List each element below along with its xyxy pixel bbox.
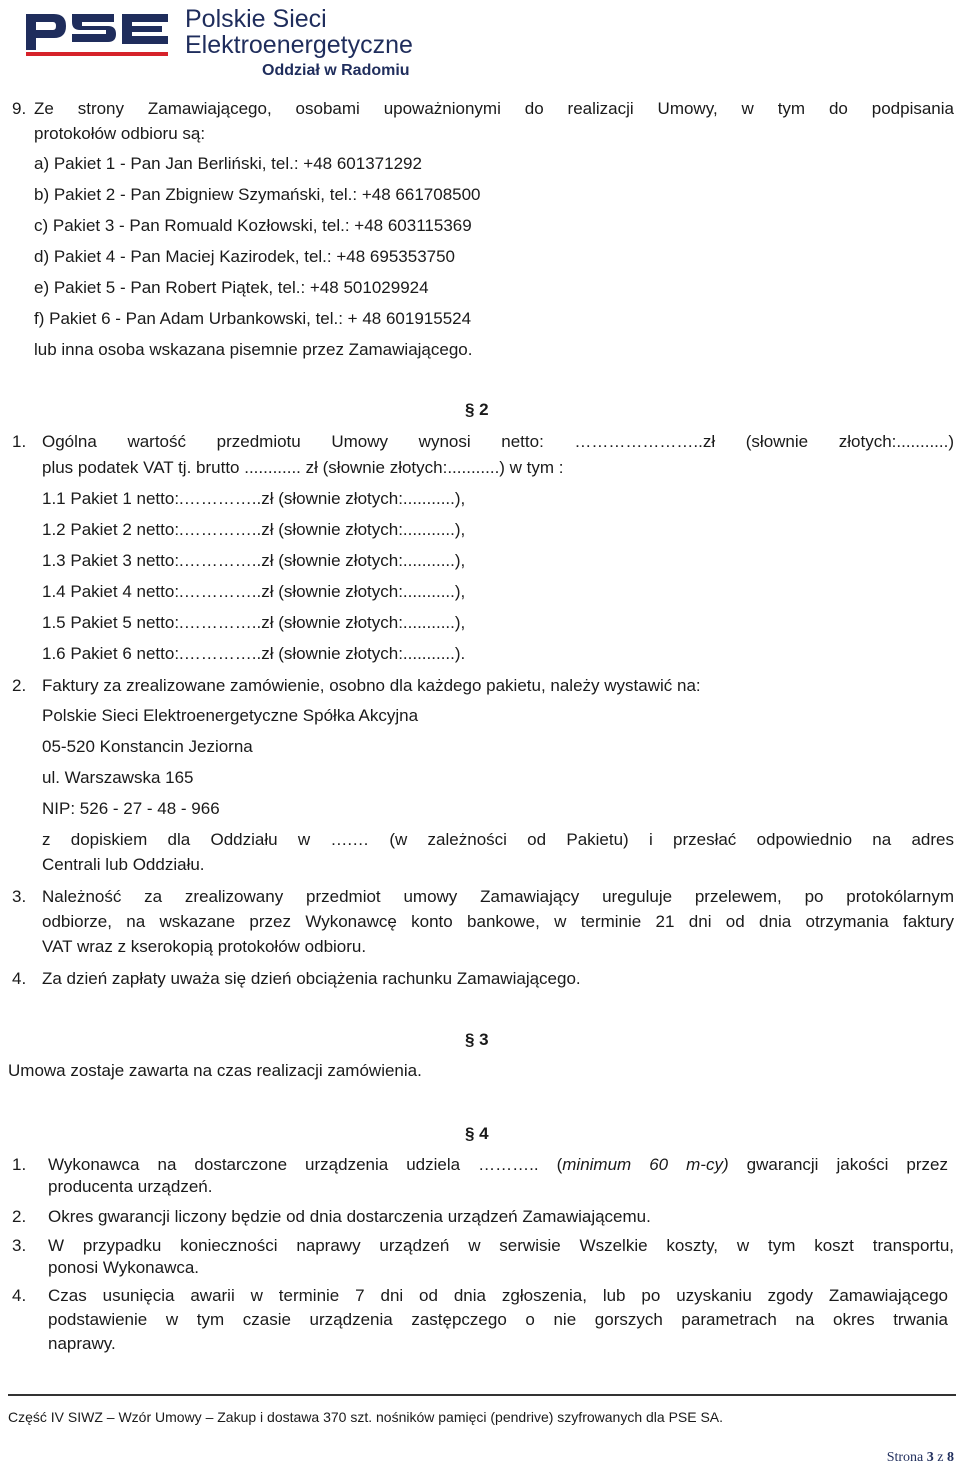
contact-item: f) Pakiet 6 - Pan Adam Urbankowski, tel.: + 48 601915524 xyxy=(34,309,472,328)
page-current: 3 xyxy=(926,1450,934,1465)
package-value-line: 1.1 Pakiet 1 netto:.…………..zł (słownie złotych:...........), xyxy=(42,489,466,508)
s4-point-2-number: 2. xyxy=(12,1207,27,1226)
contact-item: a) Pakiet 1 - Pan Jan Berliński, tel.: +48 601371292 xyxy=(34,154,422,173)
point-9-number: 9. xyxy=(12,99,27,118)
s4-point-4-number: 4. xyxy=(12,1286,27,1305)
package-value-line: 1.5 Pakiet 5 netto:.…………..zł (słownie złotych:...........), xyxy=(42,613,466,632)
contact-item: b) Pakiet 2 - Pan Zbigniew Szymański, tel.: +48 661708500 xyxy=(34,185,481,204)
s2-point-1-line2: plus podatek VAT tj. brutto ............ zł (słownie złotych:...........) w tym : xyxy=(42,458,564,477)
package-value-line: 1.3 Pakiet 3 netto:.…………..zł (słownie złotych:...........), xyxy=(42,551,466,570)
s4-point-1-line1 xyxy=(48,1155,948,1175)
s4-point-3-line1: W przypadku konieczności naprawy urządzeń w serwisie Wszelkie koszty, w tym koszt transportu, xyxy=(48,1236,954,1255)
s2-point-3-line2: odbiorze, na wskazane przez Wykonawcę konto bankowe, w terminie 21 dni od dnia otrzymania faktury xyxy=(42,912,954,931)
invoice-address-line: NIP: 526 - 27 - 48 - 966 xyxy=(42,799,220,818)
invoice-address-line: Polskie Sieci Elektroenergetyczne Spółka Akcyjna xyxy=(42,706,419,725)
contact-item: d) Pakiet 4 - Pan Maciej Kazirodek, tel.: +48 695353750 xyxy=(34,247,456,266)
page-separator: z xyxy=(933,1450,947,1465)
s4-point-1-text-a: Wykonawca na dostarczone urządzenia udziela ……….. ( xyxy=(48,1155,563,1174)
s4-point-4-line1: Czas usunięcia awarii w terminie 7 dni od dnia zgłoszenia, lub po uzyskaniu zgody Zamawiającego xyxy=(48,1286,948,1305)
s2-point-4-number: 4. xyxy=(12,969,27,988)
s2-point-4-text: Za dzień zapłaty uważa się dzień obciążenia rachunku Zamawiającego. xyxy=(42,969,581,988)
s2-point-3-line1: Należność za zrealizowany przedmiot umowy Zamawiający ureguluje przelewem, po protokólarnym xyxy=(42,887,954,906)
invoice-address-line: 05-520 Konstancin Jeziorna xyxy=(42,737,253,756)
section-4-heading: § 4 xyxy=(465,1124,489,1143)
company-name-line2: Elektroenergetyczne xyxy=(185,31,413,59)
s4-point-1-text-b: gwarancji jakości przez xyxy=(728,1155,949,1174)
point-9-line2: protokołów odbioru są: xyxy=(34,124,206,143)
point-9-line1: Ze strony Zamawiającego, osobami upoważnionymi do realizacji Umowy, w tym do podpisania xyxy=(34,99,954,118)
page-prefix: Strona xyxy=(886,1450,927,1465)
s2-point-2-number: 2. xyxy=(12,676,27,695)
s4-point-4-line2: podstawienie w tym czasie urządzenia zastępczego o nie gorszych parametrach na okres trwania xyxy=(48,1310,948,1329)
s2-point-2-cont-line2: Centrali lub Oddziału. xyxy=(42,855,205,874)
branch-name: Oddział w Radomiu xyxy=(262,62,410,79)
s4-point-4-line3: naprawy. xyxy=(48,1334,116,1353)
s4-point-1-italic: minimum 60 m-cy) xyxy=(562,1155,729,1174)
package-value-line: 1.4 Pakiet 4 netto:.…………..zł (słownie złotych:...........), xyxy=(42,582,466,601)
s2-point-1-line1: Ogólna wartość przedmiotu Umowy wynosi netto: …………………..zł (słownie złotych:...........) xyxy=(42,432,954,451)
s4-point-1-number: 1. xyxy=(12,1155,27,1174)
footer-text: Część IV SIWZ – Wzór Umowy – Zakup i dostawa 370 szt. nośników pamięci (pendrive) szyfrowanych dla PSE SA. xyxy=(8,1409,724,1425)
section-3-heading: § 3 xyxy=(465,1030,489,1049)
page-total: 8 xyxy=(947,1450,954,1465)
pse-logo-mark xyxy=(22,6,172,62)
company-name-line1: Polskie Sieci xyxy=(185,5,327,33)
company-logo xyxy=(22,4,442,82)
package-value-line: 1.6 Pakiet 6 netto:.…………..zł (słownie złotych:...........). xyxy=(42,644,466,663)
s2-point-3-number: 3. xyxy=(12,887,27,906)
other-person-text: lub inna osoba wskazana pisemnie przez Zamawiającego. xyxy=(34,340,473,359)
footer-divider xyxy=(8,1394,956,1396)
page-number xyxy=(887,1450,954,1466)
s4-point-2-text: Okres gwarancji liczony będzie od dnia dostarczenia urządzeń Zamawiającemu. xyxy=(48,1207,651,1226)
contact-item: e) Pakiet 5 - Pan Robert Piątek, tel.: +48 501029924 xyxy=(34,278,429,297)
contact-item: c) Pakiet 3 - Pan Romuald Kozłowski, tel.: +48 603115369 xyxy=(34,216,472,235)
s2-point-1-number: 1. xyxy=(12,432,27,451)
s4-point-3-number: 3. xyxy=(12,1236,27,1255)
invoice-address-line: ul. Warszawska 165 xyxy=(42,768,194,787)
s2-point-3-line3: VAT wraz z kserokopią protokołów odbioru. xyxy=(42,937,367,956)
s2-point-2-text: Faktury za zrealizowane zamówienie, osobno dla każdego pakietu, należy wystawić na: xyxy=(42,676,701,695)
section-3-text: Umowa zostaje zawarta na czas realizacji zamówienia. xyxy=(8,1061,422,1080)
s2-point-2-cont-line1: z dopiskiem dla Oddziału w ….… (w zależności od Pakietu) i przesłać odpowiednio na adres xyxy=(42,830,954,849)
package-value-line: 1.2 Pakiet 2 netto:.…………..zł (słownie złotych:...........), xyxy=(42,520,466,539)
section-2-heading: § 2 xyxy=(465,400,489,419)
s4-point-1-line2: producenta urządzeń. xyxy=(48,1177,213,1196)
s4-point-3-line2: ponosi Wykonawca. xyxy=(48,1258,200,1277)
